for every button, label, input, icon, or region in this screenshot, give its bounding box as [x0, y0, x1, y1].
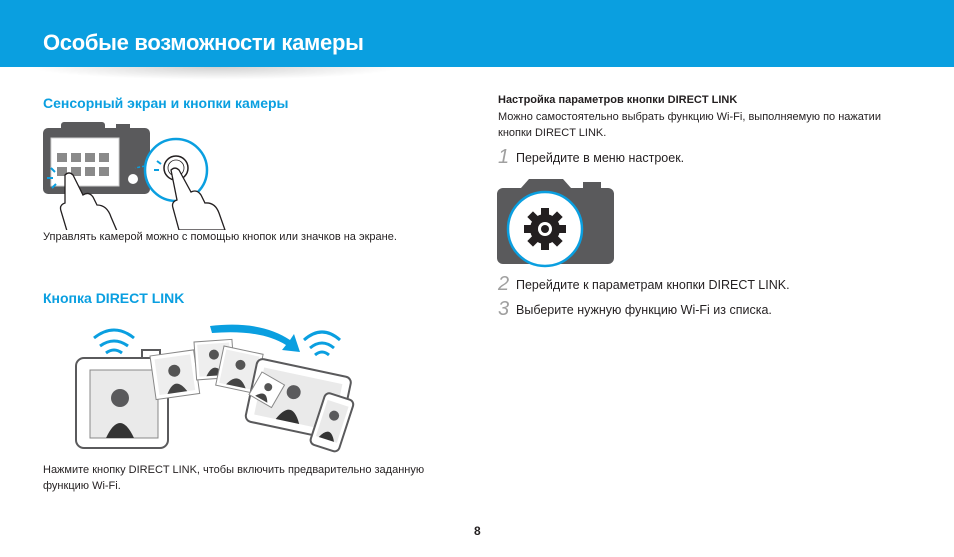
touch-illustration — [43, 120, 248, 230]
direct-link-illustration — [74, 320, 370, 455]
direct-link-caption-line1: Нажмите кнопку DIRECT LINK, чтобы включить предварительно заданную — [43, 464, 425, 476]
direct-link-caption-line2: функцию Wi-Fi. — [43, 480, 121, 492]
page-title: Особые возможности камеры — [43, 30, 364, 55]
step-text: Перейдите к параметрам кнопки DIRECT LINK. — [516, 278, 790, 292]
step-number: 2 — [498, 273, 510, 295]
step-number: 1 — [498, 146, 510, 168]
header-shadow — [0, 67, 480, 85]
photo-thumbnail — [150, 350, 200, 400]
settings-description-line1: Можно самостоятельно выбрать функцию Wi-Fi, выполняемую по нажатии — [498, 111, 881, 123]
camera-top-button — [116, 124, 130, 130]
wifi-signal-icon — [94, 330, 134, 353]
page-header — [0, 0, 954, 67]
step-number: 3 — [498, 298, 510, 320]
settings-subheading: Настройка параметров кнопки DIRECT LINK — [498, 94, 738, 106]
step-text: Перейдите в меню настроек. — [516, 151, 685, 165]
camera-top-hump — [61, 122, 105, 132]
camera-top-button — [583, 182, 601, 189]
settings-description-line2: кнопки DIRECT LINK. — [498, 127, 607, 139]
touch-section-title: Сенсорный экран и кнопки камеры — [43, 95, 289, 111]
step-text: Выберите нужную функцию Wi-Fi из списка. — [516, 303, 772, 317]
page-number: 8 — [474, 524, 481, 538]
gear-icon — [524, 208, 566, 250]
touch-caption: Управлять камерой можно с помощью кнопок или значков на экране. — [43, 231, 397, 243]
direct-link-section-title: Кнопка DIRECT LINK — [43, 290, 185, 306]
wifi-signal-icon — [304, 332, 340, 355]
camera-settings-illustration — [497, 178, 617, 268]
camera-small-button — [128, 174, 138, 184]
